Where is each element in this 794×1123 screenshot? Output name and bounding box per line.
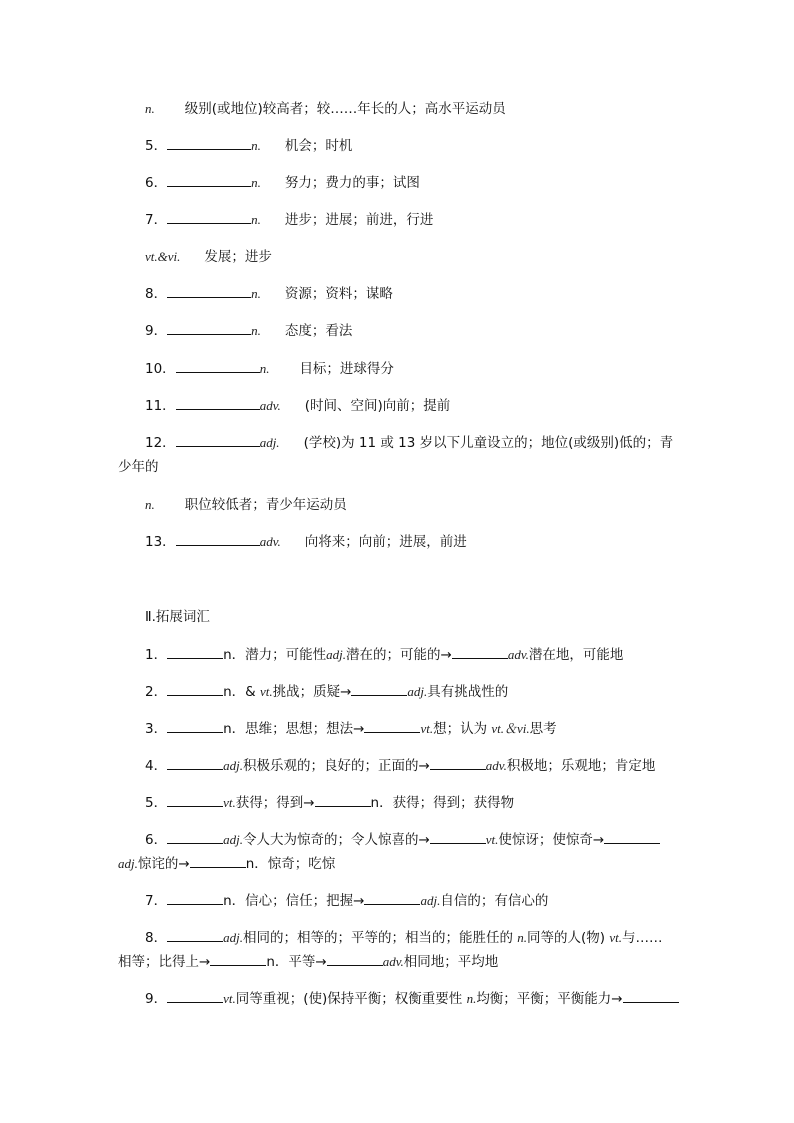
- definition: 级别(或地位)较高者；较……年长的人；高水平运动员: [184, 101, 506, 117]
- item-number: 2．: [145, 684, 168, 700]
- text: 积极乐观的；良好的；正面的→: [242, 758, 430, 774]
- pos-label: n.: [145, 497, 155, 512]
- text: 挑战；质疑→: [272, 684, 352, 700]
- text: n．获得；得到；获得物: [370, 795, 515, 811]
- entry-12b: [145, 496, 347, 514]
- pos-label: adj.: [118, 856, 138, 871]
- text: 积极地；乐观地；肯定地: [506, 758, 656, 774]
- answer-blank[interactable]: [176, 533, 260, 546]
- answer-blank[interactable]: [167, 720, 223, 733]
- answer-blank[interactable]: [167, 322, 251, 335]
- extend-8-continued: [118, 953, 498, 971]
- pos-label: adv.: [382, 954, 404, 969]
- item-number: 13．: [145, 534, 176, 550]
- text: 令人大为惊奇的；令人惊喜的→: [242, 832, 430, 848]
- definition: 努力；费力的事；试图: [284, 175, 420, 191]
- answer-blank[interactable]: [623, 990, 679, 1003]
- entry-12-continued: [118, 458, 159, 476]
- text: 相同的；相等的；平等的；相当的；能胜任的: [242, 930, 518, 946]
- entry-5: [145, 137, 352, 155]
- section-title: Ⅱ.拓展词汇: [145, 609, 210, 625]
- extend-7: [145, 892, 548, 910]
- section-heading: [145, 608, 210, 626]
- pos-label: adj.: [223, 832, 243, 847]
- definition: 目标；进球得分: [299, 361, 394, 377]
- text: n．思维；思想；想法→: [223, 721, 365, 737]
- text: 惊诧的→: [137, 856, 190, 872]
- answer-blank[interactable]: [167, 174, 251, 187]
- answer-blank[interactable]: [430, 831, 486, 844]
- definition: 向将来；向前；进展，前进: [304, 534, 467, 550]
- pos-label: n.: [517, 930, 528, 945]
- text: 使惊讶；使惊奇→: [498, 832, 605, 848]
- answer-blank[interactable]: [167, 211, 251, 224]
- pos-label: n.: [251, 323, 261, 338]
- answer-blank[interactable]: [167, 646, 223, 659]
- item-number: 9．: [145, 991, 168, 1007]
- entry-8: [145, 285, 393, 303]
- pos-label: n.: [251, 212, 261, 227]
- entry-6: [145, 174, 420, 192]
- entry-7b: [145, 248, 272, 266]
- entry-9: [145, 322, 352, 340]
- pos-label: n.: [466, 991, 477, 1006]
- entry-11: [145, 397, 450, 415]
- text: 思考: [529, 721, 557, 737]
- definition: (时间、空间)向前；提前: [304, 398, 451, 414]
- item-number: 11．: [145, 398, 176, 414]
- entry-13: [145, 533, 467, 551]
- answer-blank[interactable]: [167, 683, 223, 696]
- item-number: 7．: [145, 893, 168, 909]
- extend-1: [145, 646, 623, 664]
- extend-3: [145, 720, 557, 738]
- answer-blank[interactable]: [315, 794, 371, 807]
- pos-label: vt.＆vi.: [491, 721, 530, 736]
- text: 相等；比得上→: [118, 954, 211, 970]
- item-number: 7．: [145, 212, 168, 228]
- extend-6-continued: [118, 855, 335, 873]
- answer-blank[interactable]: [176, 360, 260, 373]
- text: 均衡；平衡；平衡能力→: [476, 991, 623, 1007]
- answer-blank[interactable]: [430, 757, 486, 770]
- answer-blank[interactable]: [167, 990, 223, 1003]
- text: n．平等→: [266, 954, 327, 970]
- pos-label: vt.&vi.: [145, 249, 181, 264]
- definition: (学校)为 11 或 13 岁以下儿童设立的；地位(或级别)低的；青: [303, 435, 674, 451]
- extend-4: [145, 757, 655, 775]
- pos-label: vt.: [259, 684, 273, 699]
- text: n．惊奇；吃惊: [245, 856, 336, 872]
- entry-7: [145, 211, 433, 229]
- entry-10: [145, 360, 394, 378]
- pos-label: n.: [259, 361, 270, 376]
- text: 获得；得到→: [235, 795, 315, 811]
- pos-label: adj.: [223, 930, 243, 945]
- answer-blank[interactable]: [167, 285, 251, 298]
- answer-blank[interactable]: [167, 137, 251, 150]
- answer-blank[interactable]: [176, 434, 260, 447]
- item-number: 8．: [145, 286, 168, 302]
- answer-blank[interactable]: [351, 683, 407, 696]
- pos-label: vt.: [420, 721, 434, 736]
- definition: 态度；看法: [284, 323, 353, 339]
- text: 自信的；有信心的: [440, 893, 549, 909]
- pos-label: n.: [251, 175, 261, 190]
- pos-label: vt.: [223, 991, 236, 1006]
- definition-continued: 少年的: [118, 459, 159, 475]
- pos-label: adj.: [326, 647, 347, 662]
- pos-label: adv.: [259, 534, 281, 549]
- item-number: 8．: [145, 930, 168, 946]
- answer-blank[interactable]: [176, 397, 260, 410]
- extend-8: [145, 929, 662, 947]
- text: n．潜力；可能性: [223, 647, 327, 663]
- text: n．&: [223, 684, 260, 700]
- pos-label: vt.: [609, 930, 622, 945]
- pos-label: adv.: [259, 398, 281, 413]
- definition: 进步；进展；前进，行进: [284, 212, 434, 228]
- pos-label: adj.: [407, 684, 428, 699]
- extend-9: [145, 990, 679, 1008]
- pos-label: n.: [145, 101, 155, 116]
- text: 想；认为: [433, 721, 492, 737]
- definition: 机会；时机: [284, 138, 353, 154]
- item-number: 4．: [145, 758, 168, 774]
- item-number: 10．: [145, 361, 176, 377]
- entry-junior-n: [145, 100, 506, 118]
- answer-blank[interactable]: [167, 892, 223, 905]
- item-number: 9．: [145, 323, 168, 339]
- pos-label: vt.: [485, 832, 499, 847]
- pos-label: n.: [251, 138, 261, 153]
- text: 同等的人(物): [527, 930, 610, 946]
- item-number: 6．: [145, 175, 168, 191]
- text: 具有挑战性的: [427, 684, 509, 700]
- extend-2: [145, 683, 508, 701]
- extend-5: [145, 794, 514, 812]
- answer-blank[interactable]: [210, 953, 266, 966]
- answer-blank[interactable]: [167, 929, 223, 942]
- item-number: 5．: [145, 795, 168, 811]
- text: 与……: [621, 930, 663, 946]
- pos-label: adj.: [259, 435, 280, 450]
- text: 潜在地，可能地: [528, 647, 624, 663]
- answer-blank[interactable]: [604, 831, 660, 844]
- item-number: 1．: [145, 647, 168, 663]
- pos-label: adv.: [507, 647, 529, 662]
- definition: 资源；资料；谋略: [284, 286, 393, 302]
- item-number: 6．: [145, 832, 168, 848]
- text: 同等重视；(使)保持平衡；权衡重要性: [235, 991, 467, 1007]
- answer-blank[interactable]: [364, 892, 420, 905]
- item-number: 3．: [145, 721, 168, 737]
- pos-label: n.: [251, 286, 261, 301]
- answer-blank[interactable]: [190, 855, 246, 868]
- text: 相同地；平均地: [403, 954, 499, 970]
- answer-blank[interactable]: [364, 720, 420, 733]
- text: 潜在的；可能的→: [346, 647, 452, 663]
- answer-blank[interactable]: [327, 953, 383, 966]
- extend-6: [145, 831, 660, 849]
- definition: 职位较低者；青少年运动员: [184, 497, 347, 513]
- answer-blank[interactable]: [167, 831, 223, 844]
- pos-label: vt.: [223, 795, 236, 810]
- text: n．信心；信任；把握→: [223, 893, 365, 909]
- answer-blank[interactable]: [167, 757, 223, 770]
- item-number: 12．: [145, 435, 176, 451]
- answer-blank[interactable]: [452, 646, 508, 659]
- item-number: 5．: [145, 138, 168, 154]
- pos-label: adv.: [485, 758, 507, 773]
- definition: 发展；进步: [204, 249, 272, 265]
- answer-blank[interactable]: [167, 794, 223, 807]
- pos-label: adj.: [420, 893, 441, 908]
- entry-12: [145, 434, 673, 452]
- pos-label: adj.: [223, 758, 243, 773]
